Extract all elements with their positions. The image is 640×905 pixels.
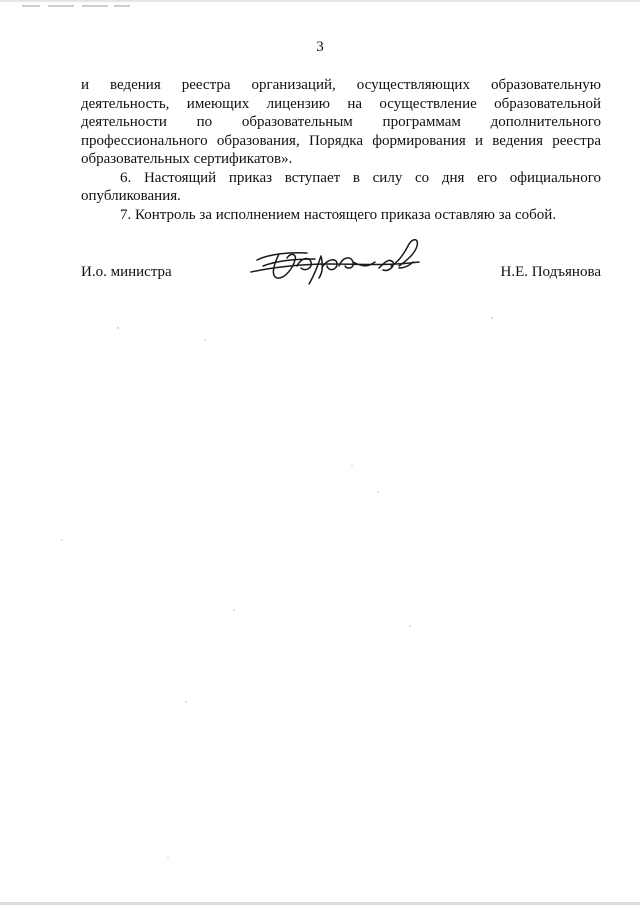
- scan-artifact-marks: [22, 0, 132, 10]
- signer-name: Н.Е. Подъянова: [500, 264, 601, 280]
- document-body: [81, 76, 601, 224]
- paragraph-item-7: 7. Контроль за исполнением настоящего приказа оставляю за собой.: [120, 206, 557, 223]
- page-number: 3: [316, 39, 324, 55]
- signature-block: [81, 258, 601, 288]
- handwritten-signature: [249, 232, 429, 302]
- signer-title: И.о. министра: [81, 264, 172, 280]
- paragraph-continued: и ведения реестра организаций, осуществляющих образовательную деятельность, имеющих лицензию на осуществление образовательной деятельности по образовательным программам дополнительного профессионального образования, Порядка формирования и ведения реестра образовательных сертификатов».: [81, 77, 601, 167]
- paragraph-item-6: 6. Настоящий приказ вступает в силу со дня его официального опубликования.: [81, 169, 601, 204]
